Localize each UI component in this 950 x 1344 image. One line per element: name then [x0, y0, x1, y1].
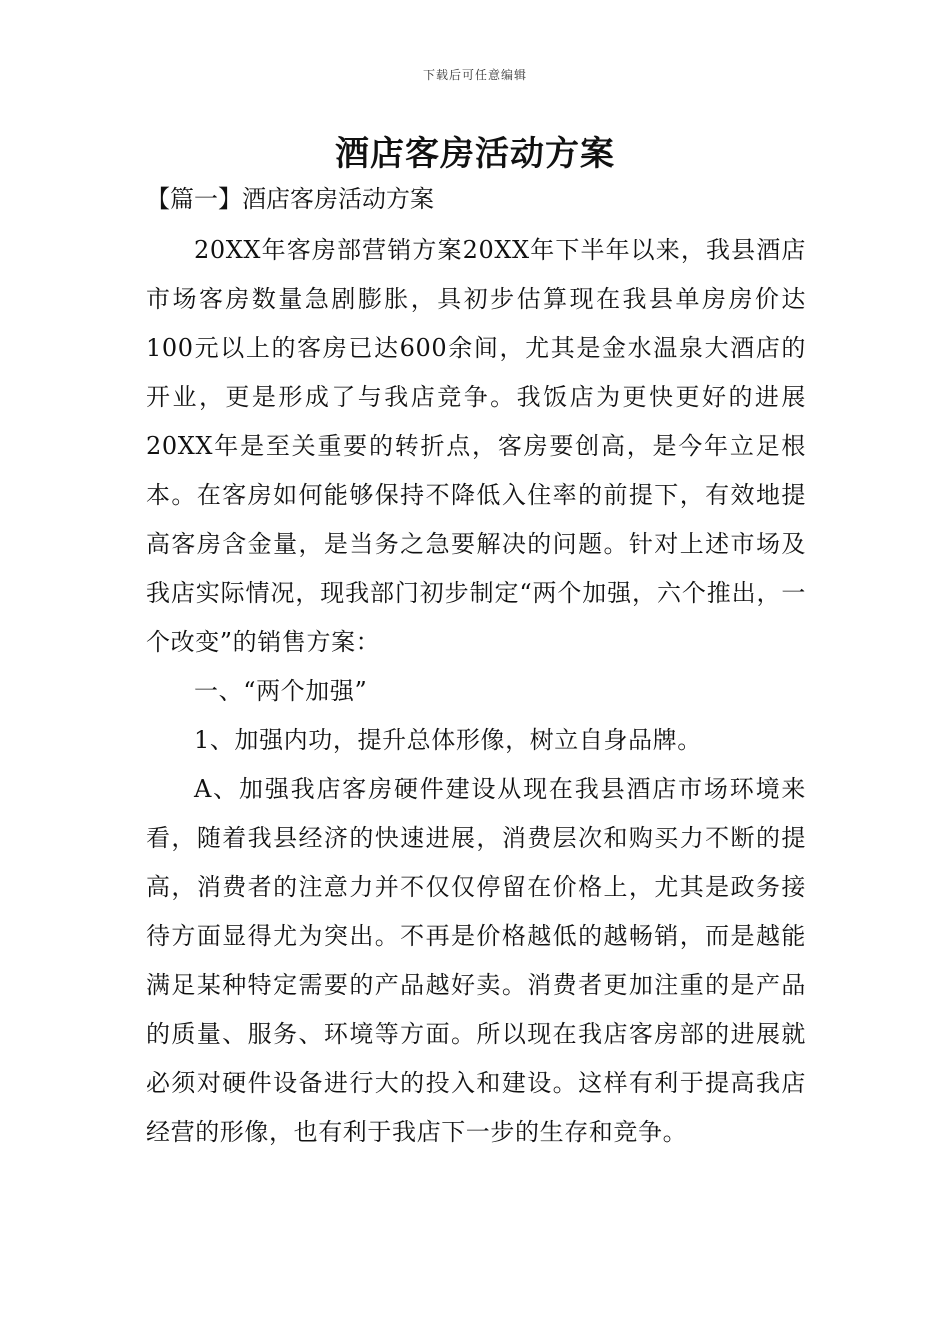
document-title: 酒店客房活动方案	[335, 134, 615, 174]
document-body	[146, 226, 806, 1157]
paragraph-item-1: 1、加强内功，提升总体形像，树立自身品牌。	[194, 726, 702, 754]
section-heading: 【篇一】酒店客房活动方案	[146, 185, 434, 213]
paragraph-heading-two-strengthen: 一、“两个加强”	[194, 677, 368, 705]
paragraph-item-a: A、加强我店客房硬件建设从现在我县酒店市场环境来看，随着我县经济的快速进展，消费层次和购买力不断的提高，消费者的注意力并不仅仅停留在价格上，尤其是政务接待方面显得尤为突出。不再是价格越低的越畅销，而是越能满足某种特定需要的产品越好卖。消费者更加注重的是产品的质量、服务、环境等方面。所以现在我店客房部的进展就必须对硬件设备进行大的投入和建设。这样有利于提高我店经营的形像，也有利于我店下一步的生存和竞争。	[146, 775, 806, 1146]
page-header-note: 下载后可任意编辑	[422, 68, 527, 82]
paragraph-intro: 20XX年客房部营销方案20XX年下半年以来，我县酒店市场客房数量急剧膨胀，具初步估算现在我县单房房价达100元以上的客房已达600余间，尤其是金水温泉大酒店的开业，更是形成了与我店竞争。我饭店为更快更好的进展20XX年是至关重要的转折点，客房要创高，是今年立足根本。在客房如何能够保持不降低入住率的前提下，有效地提高客房含金量，是当务之急要解决的问题。针对上述市场及我店实际情况，现我部门初步制定“两个加强，六个推出，一个改变”的销售方案：	[146, 236, 806, 656]
